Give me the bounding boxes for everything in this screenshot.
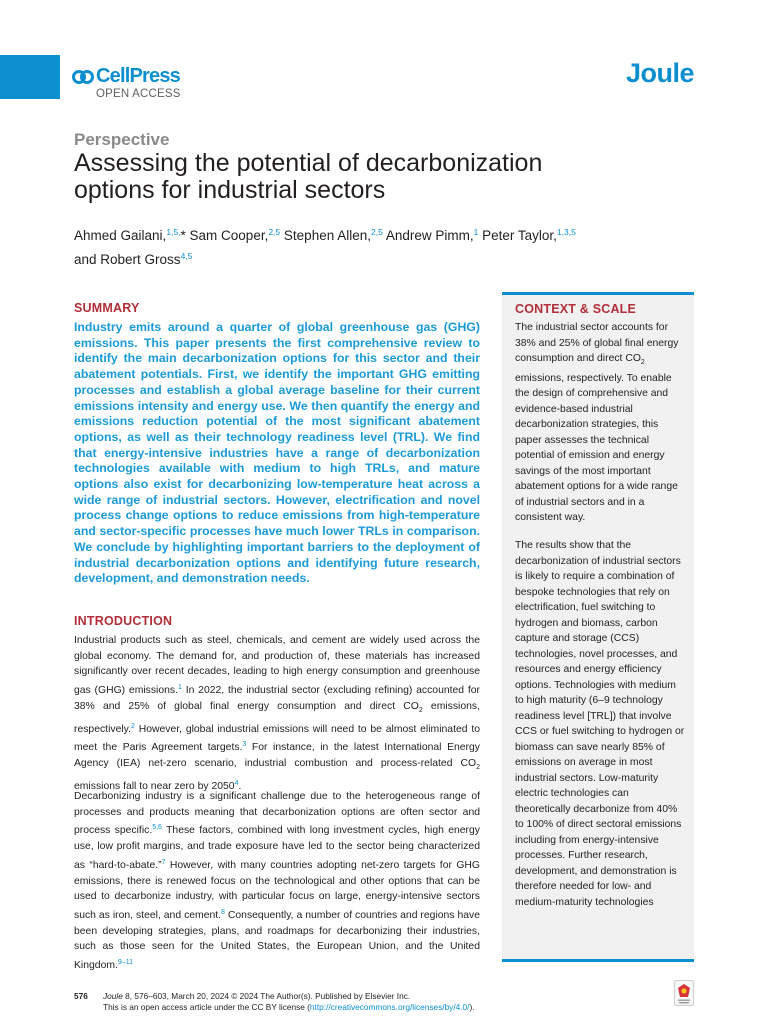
reference-superscript: 9–11: [117, 959, 133, 967]
author-affiliation: 2,5: [268, 227, 281, 237]
reference-superscript: 3: [242, 741, 247, 749]
author[interactable]: [190, 228, 281, 243]
text-run: Industrial products such as steel, chemicals, and cement are widely used across the global economy. The demand for, and production of, these materials has increased significantly over recent decades, leading to high energy consumption and greenhouse gas (GHG) emissions.: [74, 635, 480, 697]
author-name: and Robert Gross: [74, 252, 181, 267]
context-and-scale-box: [502, 292, 694, 962]
publisher-name: CellPress: [96, 65, 180, 87]
text-run: emissions, respectively.: [74, 700, 480, 735]
author-name: Peter Taylor,: [482, 228, 557, 243]
license-prefix: This is an open access article under the CC BY license (: [103, 1002, 310, 1012]
text-run: Decarbonizing industry is a significant challenge due to the heterogeneous range of processes and products meaning that decarbonization options are often sector and process specific.: [74, 791, 480, 837]
author[interactable]: [74, 252, 192, 267]
subscript: 2: [640, 359, 645, 367]
text-run: emissions fall to near zero by 2050: [74, 780, 235, 792]
reference-superscript: 8: [221, 908, 225, 916]
cellpress-logo[interactable]: [72, 65, 180, 88]
corresponding-author-mark: *: [180, 228, 186, 243]
text-run: The results show that the decarbonization of industrial sectors is likely to require a combination of bespoke technologies that rely on electrification, fuel switching to hydrogen and biomass, carbon capture and storage (CCS) technologies, novel processes, and resources and energy efficiency options. Technologies with medium to high maturity (6–9 technology readiness level [TRL]) that involve CCS or fuel switching to hydrogen or biomass can save nearly 85% of emissions on average in most industrial sectors. Low-maturity electric technologies can theoretically decarbonize from 40% to 100% of direct sectoral emissions including from energy-intensive processes. Further research, development, and demonstration is therefore needed for low- and medium-maturity technologies: [515, 540, 685, 908]
reference-superscript: 1: [178, 684, 182, 692]
text-run: However, with many countries adopting net-zero targets for GHG emissions, there is renewed focus on the technological and other options that can be used to decarbonize industry, with particular focus on large, energy-intensive sectors such as iron, steel, and cement.: [74, 859, 480, 921]
context-paragraph-1: [515, 320, 687, 526]
author[interactable]: [74, 228, 186, 243]
citation-line: [103, 991, 410, 1001]
author[interactable]: [284, 228, 383, 243]
citation-details: 8, 576–603, March 20, 2024 © 2024 The Author(s). Published by Elsevier Inc.: [122, 991, 411, 1001]
license-suffix: ).: [469, 1002, 475, 1012]
introduction-paragraph-1: [74, 633, 480, 794]
author-affiliation: 1,3,5: [556, 227, 576, 237]
author[interactable]: [386, 228, 479, 243]
cellpress-logo-icon: [72, 67, 94, 87]
text-run: Consequently, a number of countries and regions have been developing strategies, plans, and roadmaps for decarbonizing their industries, such as those seen for the United States, the European Union, and the United Kingdom.: [74, 909, 480, 972]
open-access-label: OPEN ACCESS: [96, 88, 181, 100]
reference-superscript: 2: [130, 722, 135, 730]
text-run: .: [238, 780, 242, 792]
text-run: For instance, in the latest International Energy Agency (IEA) net-zero scenario, industrial combustion and process-related CO: [74, 742, 480, 769]
author-affiliation: 1: [473, 227, 479, 237]
author-list: [74, 222, 634, 270]
text-run: In 2022, the industrial sector (excluding refining) accounted for 38% and 25% of global final energy consumption and direct CO: [74, 685, 481, 712]
subscript: 2: [476, 764, 480, 772]
summary-heading: SUMMARY: [74, 301, 140, 315]
text-run: The industrial sector accounts for 38% and 25% of global final energy consumption and direct CO: [515, 322, 679, 364]
introduction-heading: INTRODUCTION: [74, 614, 173, 628]
page-number: 576: [74, 991, 88, 1001]
reference-superscript: 5,6: [152, 824, 162, 832]
reference-superscript: 7: [161, 858, 166, 866]
text-run: emissions, respectively. To enable the design of comprehensive and evidence-based industrial decarbonization strategies, this paper assesses the technical potential of emission and energy savings of the most important abatement options for a wide range of industrial sectors and in a consistent way.: [515, 372, 678, 524]
journal-logo[interactable]: Joule: [625, 58, 694, 88]
text-run: However, global industrial emissions will need to be almost eliminated to meet the Paris Agreement targets.: [74, 723, 480, 754]
author-name: Andrew Pimm,: [385, 228, 474, 243]
author-name: Sam Cooper,: [189, 228, 269, 243]
check-for-updates-icon[interactable]: [674, 980, 694, 1006]
summary-text: Industry emits around a quarter of global greenhouse gas (GHG) emissions. This paper presents the first comprehensive review to identify the main decarbonization options for this sector and their abatement potentials. First, we identify the important GHG emitting processes and establish a global average baseline for their current emissions intensity and energy use. We then quantify the energy and emissions reduction potential of the most significant abatement options, as well as their technology readiness level (TRL). We find that energy-intensive industries have a range of decarbonization technologies available with medium to high TRLs, and mature options also exist for decarbonizing low-temperature heat across a wide range of industrial sectors. However, electrification and novel process change options to reduce emissions from high-temperature and sector-specific processes have much lower TRLs in comparison. We conclude by highlighting important barriers to the deployment of industrial decarbonization options and identifying future research, development, and demonstration needs.: [74, 320, 480, 586]
author-name: Stephen Allen,: [283, 228, 371, 243]
license-line: [103, 1002, 475, 1012]
article-title: Assessing the potential of decarbonization options for industrial sectors: [74, 149, 543, 204]
introduction-paragraph-2: [74, 789, 480, 974]
citation-journal: Joule: [103, 991, 123, 1001]
author-affiliation: 4,5: [180, 251, 193, 261]
article-type: Perspective: [74, 130, 170, 149]
text-run: These factors, combined with long investment cycles, high energy use, low profit margins, and trade exposure have led to the sector being characterized as “hard-to-abate.”: [74, 825, 480, 871]
author-affiliation: 1,5,: [166, 227, 181, 237]
author[interactable]: [482, 228, 576, 243]
subscript: 2: [418, 706, 423, 714]
corner-accent-block: [0, 55, 60, 99]
license-link[interactable]: http://creativecommons.org/licenses/by/4.0/: [309, 1002, 470, 1012]
context-paragraph-2: [515, 538, 687, 910]
author-affiliation: 2,5: [371, 227, 383, 237]
author-name: Ahmed Gailani,: [74, 228, 167, 243]
context-heading: CONTEXT & SCALE: [515, 302, 637, 316]
reference-superscript: 4: [234, 779, 239, 787]
